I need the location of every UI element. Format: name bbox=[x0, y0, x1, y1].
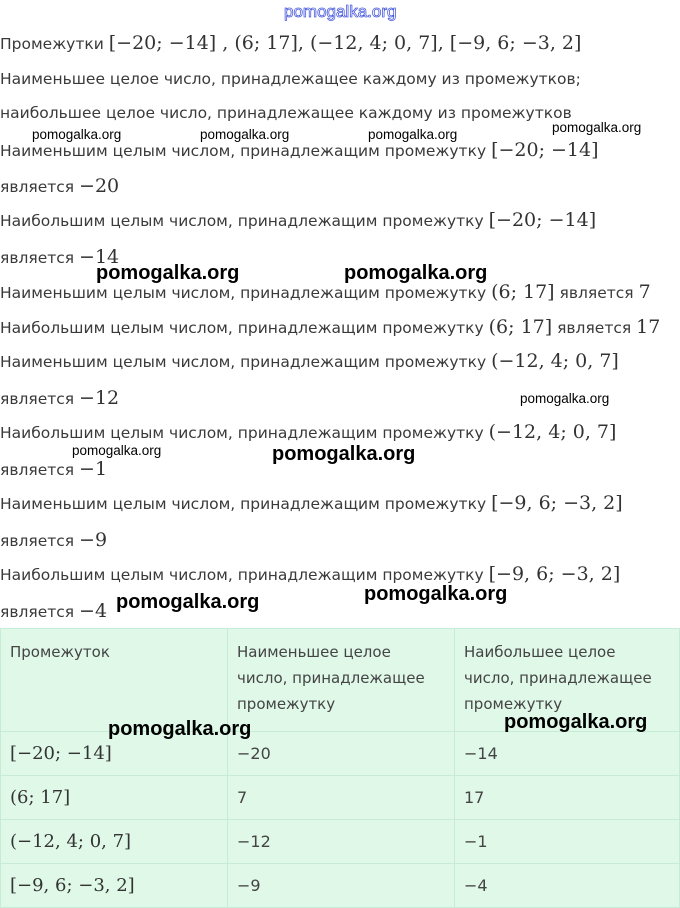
watermark-text: pomogalka.org bbox=[344, 262, 488, 284]
line-text: Наибольшим целым числом, принадлежащим промежутку bbox=[0, 424, 489, 442]
line-text: Наименьшим целым числом, принадлежащим промежутку bbox=[0, 284, 492, 302]
interval-value: [−20; −14] bbox=[10, 743, 112, 764]
table-row bbox=[1, 732, 680, 776]
max-cell bbox=[455, 732, 680, 776]
max-cell bbox=[455, 820, 680, 864]
math-expression: (6; 17] bbox=[488, 316, 553, 338]
text-line bbox=[0, 387, 119, 409]
line-text: является bbox=[0, 603, 80, 621]
min-value: −12 bbox=[237, 832, 271, 851]
max-value: 17 bbox=[464, 788, 485, 807]
max-value: −14 bbox=[464, 744, 498, 763]
interval-value: (−12, 4; 0, 7] bbox=[10, 831, 132, 852]
math-expression: −20 bbox=[79, 175, 120, 197]
math-expression: −12 bbox=[79, 387, 120, 409]
line-text: Наибольшим целым числом, принадлежащим промежутку bbox=[0, 566, 489, 584]
line-text: является bbox=[0, 461, 80, 479]
interval-value: (6; 17] bbox=[10, 787, 71, 808]
line-text: является bbox=[554, 284, 639, 302]
math-expression: [−20; −14] bbox=[491, 139, 599, 161]
watermark-text: pomogalka.org bbox=[96, 262, 240, 284]
column-header-interval: Промежуток bbox=[1, 629, 228, 732]
watermark-text: pomogalka.org bbox=[368, 127, 458, 142]
min-cell bbox=[228, 776, 455, 820]
min-value: −9 bbox=[237, 876, 261, 895]
min-value: −20 bbox=[237, 744, 271, 763]
text-line bbox=[0, 421, 616, 443]
max-value: −4 bbox=[464, 876, 488, 895]
watermark-text: pomogalka.org bbox=[72, 443, 162, 458]
math-expression: 17 bbox=[636, 316, 661, 338]
line-text: является bbox=[0, 532, 80, 550]
math-expression: 7 bbox=[638, 281, 651, 303]
min-value: 7 bbox=[237, 788, 248, 807]
watermark-text: pomogalka.org bbox=[116, 591, 260, 613]
math-expression: [−20; −14] bbox=[488, 209, 597, 231]
text-line bbox=[0, 529, 107, 551]
math-expression: [−20; −14] , (6; 17], (−12, 4; 0, 7], [−9, 6; −3, 2] bbox=[108, 32, 582, 54]
text-line bbox=[0, 316, 660, 338]
watermark-text: pomogalka.org bbox=[32, 127, 122, 142]
column-header-max: Наибольшее целое число, принадлежащее промежутку bbox=[455, 629, 680, 732]
line-text: Наименьшим целым числом, принадлежащим промежутку bbox=[0, 142, 492, 160]
table-row bbox=[1, 776, 680, 820]
watermark-text: pomogalka.org bbox=[552, 120, 642, 135]
text-line bbox=[0, 32, 581, 54]
line-text: Наименьшее целое число, принадлежащее каждому из промежутков; bbox=[0, 70, 581, 88]
max-cell bbox=[455, 864, 680, 908]
line-text: Промежутки bbox=[0, 35, 109, 53]
text-line bbox=[0, 175, 119, 197]
text-line bbox=[0, 458, 107, 480]
text-line bbox=[0, 209, 596, 231]
math-expression: (−12, 4; 0, 7] bbox=[488, 421, 617, 443]
interval-cell bbox=[1, 820, 228, 864]
line-text: наибольшее целое число, принадлежащее каждому из промежутков bbox=[0, 104, 572, 122]
line-text: Наименьшим целым числом, принадлежащим промежутку bbox=[0, 353, 492, 371]
table-row bbox=[1, 820, 680, 864]
answer-table bbox=[0, 628, 680, 908]
interval-value: [−9, 6; −3, 2] bbox=[10, 875, 135, 896]
watermark-text: pomogalka.org bbox=[520, 391, 610, 406]
min-cell bbox=[228, 820, 455, 864]
line-text: является bbox=[552, 319, 637, 337]
column-header-min: Наименьшее целое число, принадлежащее промежутку bbox=[228, 629, 455, 732]
watermark-text: pomogalka.org bbox=[364, 583, 508, 605]
text-line bbox=[0, 350, 619, 372]
line-text: является bbox=[0, 178, 80, 196]
math-expression: −14 bbox=[79, 246, 120, 268]
max-cell bbox=[455, 776, 680, 820]
line-text: Наибольшим целым числом, принадлежащим промежутку bbox=[0, 212, 489, 230]
math-expression: (−12, 4; 0, 7] bbox=[491, 350, 619, 372]
table-row bbox=[1, 864, 680, 908]
watermark-text: pomogalka.org bbox=[504, 711, 648, 733]
interval-cell bbox=[1, 776, 228, 820]
math-expression: [−9, 6; −3, 2] bbox=[491, 492, 623, 514]
interval-cell bbox=[1, 864, 228, 908]
watermark-text: pomogalka.org bbox=[108, 718, 252, 740]
math-expression: [−9, 6; −3, 2] bbox=[488, 563, 621, 585]
text-line bbox=[0, 600, 107, 622]
math-expression: −9 bbox=[79, 529, 108, 551]
watermark-text: pomogalka.org bbox=[200, 127, 290, 142]
text-line bbox=[0, 104, 572, 122]
line-text: является bbox=[0, 249, 80, 267]
min-cell bbox=[228, 732, 455, 776]
math-expression: −1 bbox=[79, 458, 108, 480]
text-line bbox=[0, 492, 623, 514]
math-expression: −4 bbox=[79, 600, 108, 622]
text-line bbox=[0, 563, 620, 585]
line-text: Наибольшим целым числом, принадлежащим промежутку bbox=[0, 319, 489, 337]
text-line bbox=[0, 70, 581, 88]
min-cell bbox=[228, 864, 455, 908]
math-expression: (6; 17] bbox=[491, 281, 555, 303]
line-text: является bbox=[0, 390, 80, 408]
line-text: Наименьшим целым числом, принадлежащим промежутку bbox=[0, 495, 492, 513]
text-line bbox=[0, 139, 599, 161]
max-value: −1 bbox=[464, 832, 488, 851]
watermark-text: pomogalka.org bbox=[272, 443, 416, 465]
site-watermark-top: pomogalka.org bbox=[284, 2, 397, 21]
